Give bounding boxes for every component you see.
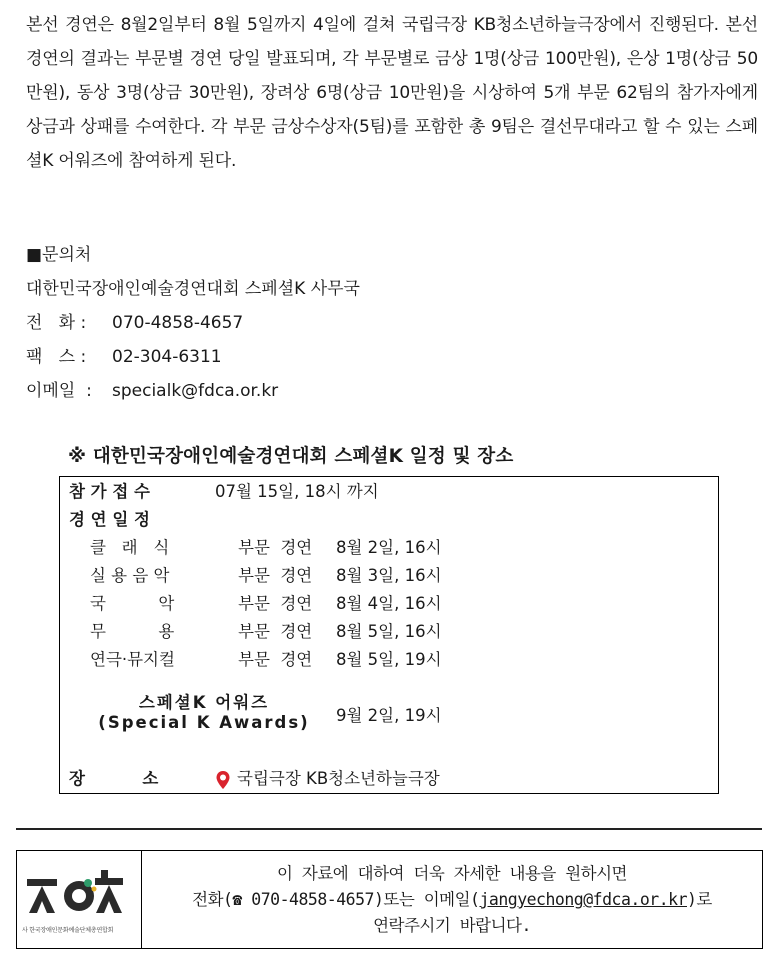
email-label: 이메일 : bbox=[26, 381, 92, 401]
phone-value: 070-4858-4657 bbox=[112, 313, 244, 333]
logo-caption: 사 한국장애인문화예술단체총연합회 bbox=[22, 927, 114, 934]
footer-phone-text: 전화(☎ 070-4858-4657)또는 이메일( bbox=[192, 890, 480, 909]
registration-row bbox=[69, 478, 379, 506]
intro-paragraph: 본선 경연은 8월2일부터 8월 5일까지 4일에 걸쳐 국립극장 KB청소년하늘극장에서 진행된다. 본선경연의 결과는 부문별 경연 당일 발표되며, 각 부문별로 금상 1명(상금 100만원), 은상 1명(상금 50만원), 동상 3명(상금 30만원), 장려상 6명(상금 10만원)을 시상하여 5개 부문 62팀의 참가자에게 상금과 상패를 수여한다. 각 부문 금상수상자(5팀)를 포함한 총 9팀은 결선무대라고 할 수 있는 스페셜K 어워즈에 참여하게 된다. bbox=[26, 15, 758, 171]
contact-heading: ■문의처 bbox=[26, 245, 92, 265]
schedule-title: ※ 대한민국장애인예술경연대회 스페셜K 일정 및 장소 bbox=[68, 446, 514, 467]
event-row bbox=[90, 562, 442, 590]
event-suffix: 부문 경연 bbox=[238, 650, 313, 669]
contact-org: 대한민국장애인예술경연대회 스페셜K 사무국 bbox=[26, 279, 360, 299]
event-category: 실 용 음 악 bbox=[90, 566, 170, 585]
event-category: 무 용 bbox=[90, 622, 175, 641]
schedule-box bbox=[59, 476, 719, 794]
contact-phone-row bbox=[26, 306, 360, 340]
event-date: 8월 5일, 19시 bbox=[336, 650, 442, 669]
organization-logo-icon bbox=[25, 865, 133, 923]
awards-date: 9월 2일, 19시 bbox=[336, 706, 442, 725]
awards-name: 스페셜K 어워즈 bbox=[138, 693, 270, 712]
event-category: 클 래 식 bbox=[90, 538, 170, 557]
footer-box bbox=[16, 850, 763, 949]
event-category: 국 악 bbox=[90, 594, 175, 613]
registration-label: 참 가 접 수 bbox=[69, 482, 150, 501]
event-category: 연극·뮤지컬 bbox=[90, 650, 175, 669]
contact-fax-row bbox=[26, 340, 360, 374]
event-date: 8월 3일, 16시 bbox=[336, 566, 442, 585]
logo-cell bbox=[17, 851, 142, 948]
footer-line-1: 이 자료에 대하여 더욱 자세한 내용을 원하시면 bbox=[277, 864, 627, 883]
location-pin-icon bbox=[215, 770, 231, 790]
fax-value: 02-304-6311 bbox=[112, 347, 222, 367]
performance-label: 경 연 일 정 bbox=[69, 510, 150, 529]
phone-label: 전 화 : bbox=[26, 313, 87, 333]
footer-line-2-end: )로 bbox=[687, 890, 712, 909]
contact-email-row bbox=[26, 374, 360, 408]
event-row bbox=[90, 646, 442, 674]
awards-name-block bbox=[94, 693, 314, 733]
venue-label: 장 소 bbox=[69, 769, 159, 788]
contact-section bbox=[26, 238, 360, 408]
event-row bbox=[90, 534, 442, 562]
event-suffix: 부문 경연 bbox=[238, 594, 313, 613]
footer-text bbox=[142, 851, 762, 948]
event-date: 8월 2일, 16시 bbox=[336, 538, 442, 557]
event-row bbox=[90, 590, 442, 618]
event-suffix: 부문 경연 bbox=[238, 538, 313, 557]
event-row bbox=[90, 618, 442, 646]
venue-value: 국립극장 KB청소년하늘극장 bbox=[237, 769, 440, 788]
venue-row bbox=[69, 765, 440, 793]
awards-name-en: (Special K Awards) bbox=[98, 713, 310, 732]
footer-email-link[interactable]: jangyechong@fdca.or.kr bbox=[479, 890, 687, 909]
event-suffix: 부문 경연 bbox=[238, 566, 313, 585]
email-value[interactable]: specialk@fdca.or.kr bbox=[112, 381, 279, 401]
registration-value: 07월 15일, 18시 까지 bbox=[215, 482, 379, 501]
footer-line-3: 연락주시기 바랍니다. bbox=[373, 916, 531, 935]
section-divider bbox=[16, 828, 762, 830]
event-date: 8월 5일, 16시 bbox=[336, 622, 442, 641]
event-suffix: 부문 경연 bbox=[238, 622, 313, 641]
footer-line-2 bbox=[142, 887, 762, 913]
fax-label: 팩 스 : bbox=[26, 347, 87, 367]
event-date: 8월 4일, 16시 bbox=[336, 594, 442, 613]
